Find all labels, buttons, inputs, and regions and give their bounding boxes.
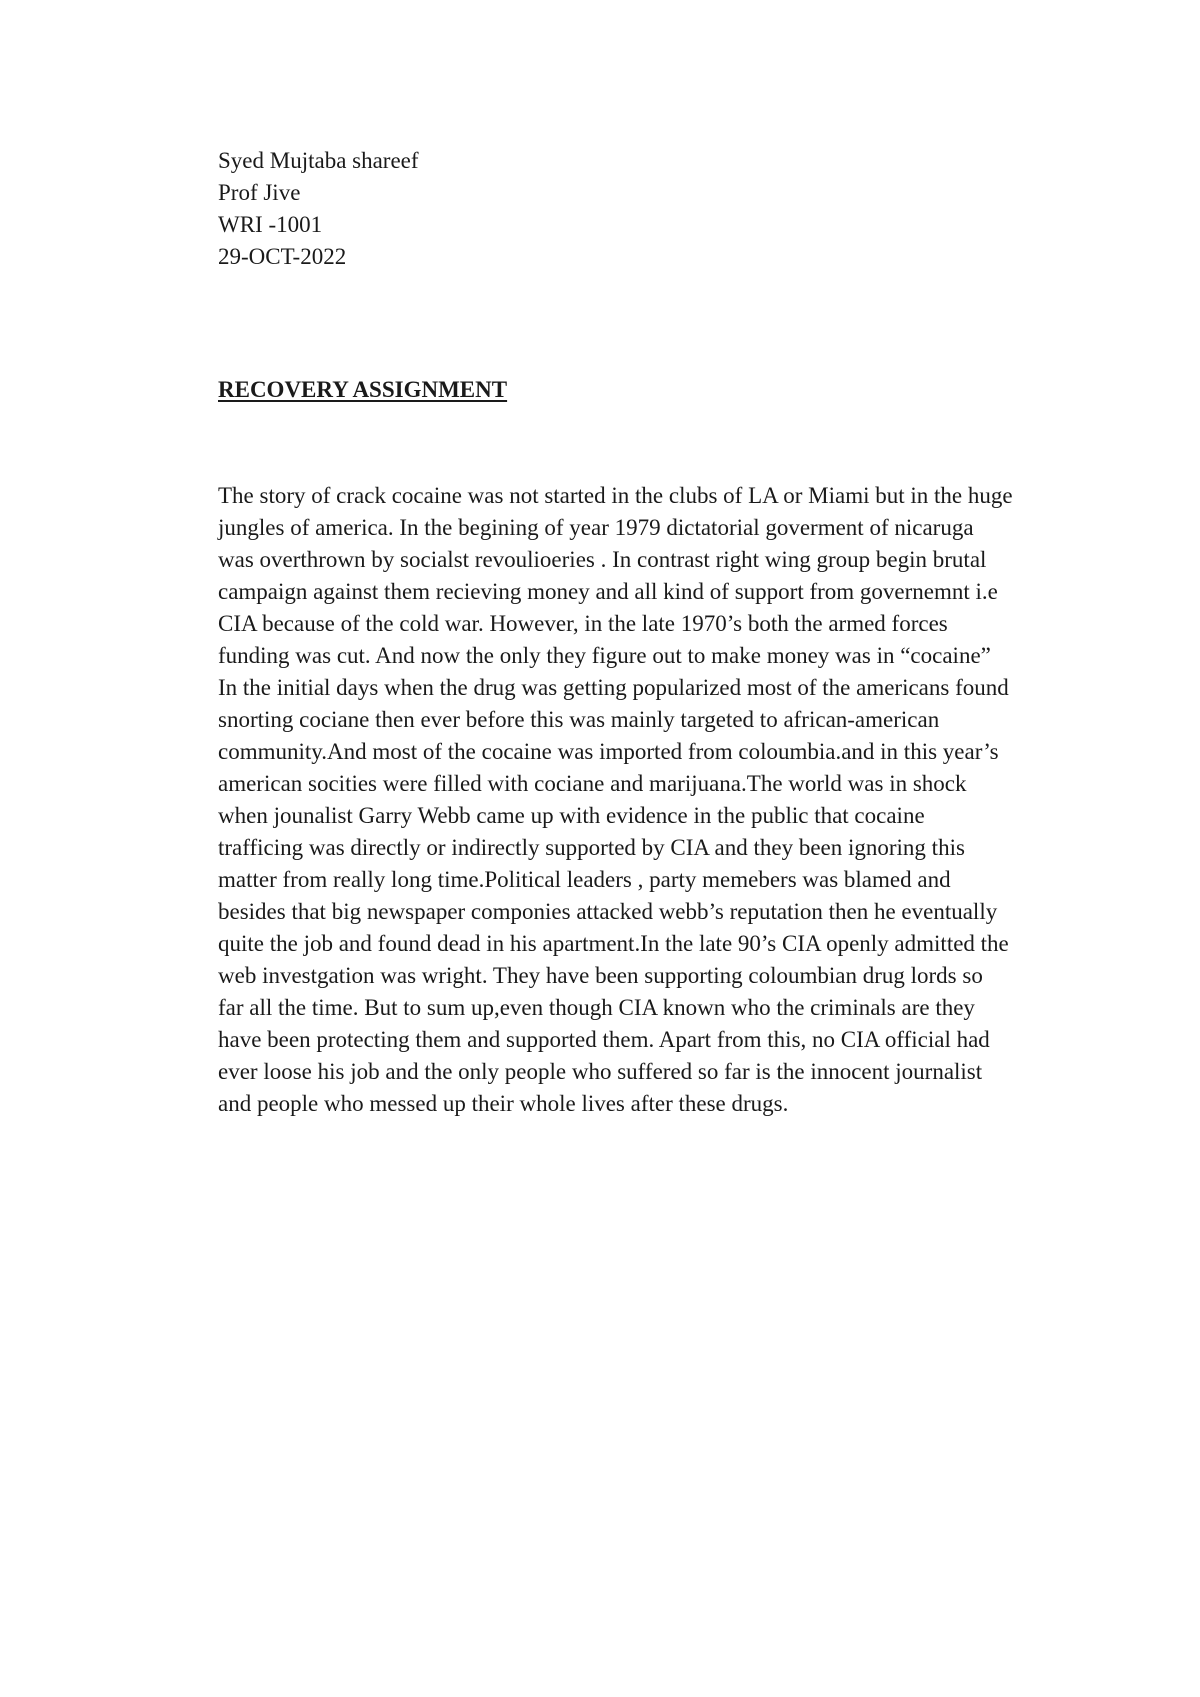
body-line: was overthrown by socialst revoulioeries . In contrast right wing group begin brutal [218,547,987,572]
body-line: web investgation was wright. They have been supporting coloumbian drug lords so [218,963,983,988]
course-code: WRI -1001 [218,212,323,237]
body-line: jungles of america. In the begining of year 1979 dictatorial goverment of nicaruga [218,515,974,540]
body-line: matter from really long time.Political leaders , party memebers was blamed and [218,867,951,892]
body-line: The story of crack cocaine was not started in the clubs of LA or Miami but in the huge [218,483,1013,508]
body-paragraph [218,480,1118,1120]
body-line: american socities were filled with cociane and marijuana.The world was in shock [218,771,967,796]
body-line: In the initial days when the drug was getting popularized most of the americans found [218,675,1009,700]
body-line: ever loose his job and the only people who suffered so far is the innocent journalist [218,1059,983,1084]
header-block [218,145,419,273]
document-date: 29-OCT-2022 [218,244,347,269]
body-line: far all the time. But to sum up,even though CIA known who the criminals are they [218,995,975,1020]
body-line: and people who messed up their whole lives after these drugs. [218,1091,789,1116]
body-line: snorting cociane then ever before this was mainly targeted to african-american [218,707,940,732]
body-line: community.And most of the cocaine was imported from coloumbia.and in this year’s [218,739,999,764]
body-line: CIA because of the cold war. However, in the late 1970’s both the armed forces [218,611,948,636]
professor-name: Prof Jive [218,180,301,205]
body-line: trafficing was directly or indirectly supported by CIA and they been ignoring this [218,835,965,860]
body-line: have been protecting them and supported them. Apart from this, no CIA official had [218,1027,990,1052]
body-line: when jounalist Garry Webb came up with evidence in the public that cocaine [218,803,925,828]
body-line: funding was cut. And now the only they figure out to make money was in “cocaine” [218,643,991,668]
body-line: besides that big newspaper componies attacked webb’s reputation then he eventually [218,899,998,924]
document-title: RECOVERY ASSIGNMENT [218,377,508,402]
body-line: quite the job and found dead in his apartment.In the late 90’s CIA openly admitted the [218,931,1009,956]
author-name: Syed Mujtaba shareef [218,148,419,173]
body-line: campaign against them recieving money and all kind of support from governemnt i.e [218,579,998,604]
